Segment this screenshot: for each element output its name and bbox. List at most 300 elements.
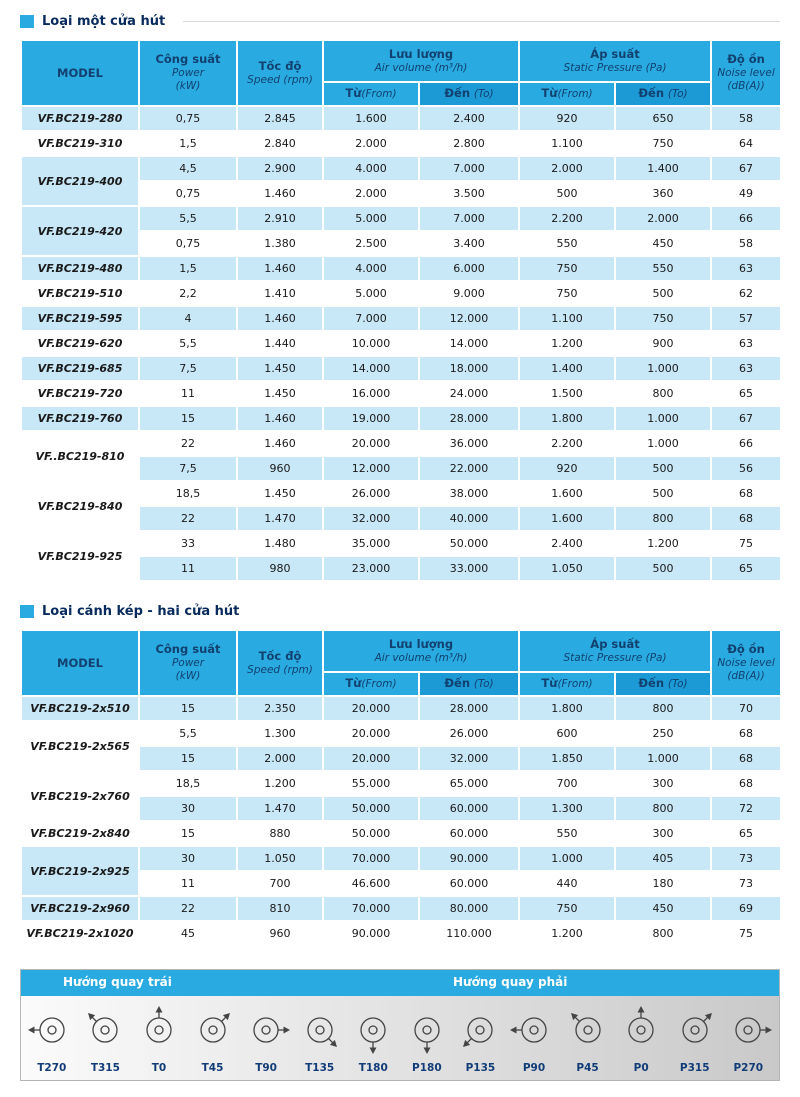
data-cell: 2.910 bbox=[237, 206, 323, 231]
data-cell: 1.470 bbox=[237, 796, 323, 821]
rotation-option-P180 bbox=[400, 1004, 454, 1074]
data-cell: 33.000 bbox=[419, 556, 519, 581]
data-cell: 1.800 bbox=[519, 406, 615, 431]
data-cell: 7.000 bbox=[419, 206, 519, 231]
data-cell: 67 bbox=[711, 406, 781, 431]
data-cell: 66 bbox=[711, 431, 781, 456]
model-cell: VF.BC219-2x925 bbox=[21, 846, 139, 896]
rotation-label: P90 bbox=[522, 1062, 546, 1074]
data-cell: 1.200 bbox=[519, 331, 615, 356]
data-cell: 2.800 bbox=[419, 131, 519, 156]
model-cell: VF.BC219-720 bbox=[21, 381, 139, 406]
model-cell: VF.BC219-925 bbox=[21, 531, 139, 581]
rotation-label: P0 bbox=[633, 1062, 649, 1074]
col-header-speed: Tốc độ Speed (rpm) bbox=[237, 40, 323, 106]
fan-orientation-icon bbox=[509, 1004, 559, 1056]
data-cell: 3.500 bbox=[419, 181, 519, 206]
table-row bbox=[21, 771, 781, 796]
col-header-speed: Tốc độ Speed (rpm) bbox=[237, 630, 323, 696]
data-cell: 50.000 bbox=[323, 796, 419, 821]
data-cell: 1.050 bbox=[519, 556, 615, 581]
model-cell: VF.BC219-620 bbox=[21, 331, 139, 356]
rotation-option-T0 bbox=[132, 1004, 186, 1074]
table-row bbox=[21, 356, 781, 381]
data-cell: 28.000 bbox=[419, 406, 519, 431]
model-cell: VF.BC219-280 bbox=[21, 106, 139, 131]
data-cell: 45 bbox=[139, 921, 237, 946]
data-cell: 6.000 bbox=[419, 256, 519, 281]
data-cell: 2.000 bbox=[323, 181, 419, 206]
data-cell: 900 bbox=[615, 331, 711, 356]
data-cell: 20.000 bbox=[323, 696, 419, 721]
data-cell: 68 bbox=[711, 771, 781, 796]
data-cell: 1.410 bbox=[237, 281, 323, 306]
table-row bbox=[21, 331, 781, 356]
data-cell: 1.460 bbox=[237, 306, 323, 331]
data-cell: 5.000 bbox=[323, 206, 419, 231]
data-cell: 4 bbox=[139, 306, 237, 331]
data-cell: 110.000 bbox=[419, 921, 519, 946]
data-cell: 35.000 bbox=[323, 531, 419, 556]
col-header-model: MODEL bbox=[21, 630, 139, 696]
data-cell: 1.460 bbox=[237, 181, 323, 206]
data-cell: 1.100 bbox=[519, 131, 615, 156]
rotation-option-T315 bbox=[79, 1004, 133, 1074]
data-cell: 1.800 bbox=[519, 696, 615, 721]
col-header-power: Công suất Power (kW) bbox=[139, 40, 237, 106]
data-cell: 69 bbox=[711, 896, 781, 921]
data-cell: 70.000 bbox=[323, 896, 419, 921]
rotation-label: P270 bbox=[733, 1062, 764, 1074]
col-header-airvolume-from: Từ(From) bbox=[323, 672, 419, 696]
data-cell: 58 bbox=[711, 231, 781, 256]
rotation-label: P315 bbox=[679, 1062, 710, 1074]
table-row bbox=[21, 156, 781, 181]
data-cell: 46.600 bbox=[323, 871, 419, 896]
data-cell: 800 bbox=[615, 696, 711, 721]
rotation-label: P135 bbox=[465, 1062, 496, 1074]
model-cell: VF..BC219-810 bbox=[21, 431, 139, 481]
fan-orientation-icon bbox=[27, 1004, 77, 1056]
data-cell: 1.450 bbox=[237, 381, 323, 406]
data-cell: 5.000 bbox=[323, 281, 419, 306]
data-cell: 1.460 bbox=[237, 406, 323, 431]
data-cell: 1.450 bbox=[237, 481, 323, 506]
data-cell: 1.000 bbox=[519, 846, 615, 871]
data-cell: 70 bbox=[711, 696, 781, 721]
col-header-pressure: Áp suất Static Pressure (Pa) bbox=[519, 630, 711, 672]
data-cell: 550 bbox=[615, 256, 711, 281]
table-row bbox=[21, 306, 781, 331]
model-cell: VF.BC219-595 bbox=[21, 306, 139, 331]
data-cell: 28.000 bbox=[419, 696, 519, 721]
rotation-label: T180 bbox=[358, 1062, 388, 1074]
data-cell: 50.000 bbox=[323, 821, 419, 846]
single-inlet-spec-table bbox=[20, 39, 782, 582]
data-cell: 36.000 bbox=[419, 431, 519, 456]
rotation-direction-panel bbox=[20, 969, 780, 1081]
model-cell: VF.BC219-2x960 bbox=[21, 896, 139, 921]
data-cell: 32.000 bbox=[323, 506, 419, 531]
data-cell: 1.460 bbox=[237, 256, 323, 281]
data-cell: 1.400 bbox=[519, 356, 615, 381]
data-cell: 1.850 bbox=[519, 746, 615, 771]
data-cell: 1.300 bbox=[237, 721, 323, 746]
data-cell: 63 bbox=[711, 356, 781, 381]
data-cell: 2.400 bbox=[419, 106, 519, 131]
rotation-option-P90 bbox=[507, 1004, 561, 1074]
data-cell: 68 bbox=[711, 721, 781, 746]
data-cell: 23.000 bbox=[323, 556, 419, 581]
rotation-label: T90 bbox=[255, 1062, 277, 1074]
data-cell: 1,5 bbox=[139, 131, 237, 156]
fan-orientation-icon bbox=[402, 1004, 452, 1056]
data-cell: 1.300 bbox=[519, 796, 615, 821]
model-cell: VF.BC219-2x760 bbox=[21, 771, 139, 821]
data-cell: 980 bbox=[237, 556, 323, 581]
data-cell: 2,2 bbox=[139, 281, 237, 306]
section-title-text: Loại một cửa hút bbox=[42, 14, 166, 29]
data-cell: 2.200 bbox=[519, 206, 615, 231]
data-cell: 3.400 bbox=[419, 231, 519, 256]
table-row bbox=[21, 696, 781, 721]
rotation-right-title: Hướng quay phải bbox=[453, 975, 568, 989]
rotation-option-P0 bbox=[614, 1004, 668, 1074]
table-row bbox=[21, 131, 781, 156]
model-cell: VF.BC219-420 bbox=[21, 206, 139, 256]
data-cell: 450 bbox=[615, 896, 711, 921]
col-header-airvolume: Lưu lượng Air volume (m³/h) bbox=[323, 630, 519, 672]
fan-orientation-icon bbox=[80, 1004, 130, 1056]
data-cell: 2.200 bbox=[519, 431, 615, 456]
rotation-direction-header bbox=[21, 970, 779, 996]
data-cell: 65 bbox=[711, 821, 781, 846]
fan-orientation-icon bbox=[723, 1004, 773, 1056]
data-cell: 500 bbox=[615, 456, 711, 481]
table-row bbox=[21, 106, 781, 131]
col-header-pressure: Áp suất Static Pressure (Pa) bbox=[519, 40, 711, 82]
data-cell: 22.000 bbox=[419, 456, 519, 481]
data-cell: 1.440 bbox=[237, 331, 323, 356]
data-cell: 19.000 bbox=[323, 406, 419, 431]
data-cell: 750 bbox=[519, 896, 615, 921]
data-cell: 15 bbox=[139, 821, 237, 846]
fan-orientation-icon bbox=[455, 1004, 505, 1056]
data-cell: 60.000 bbox=[419, 821, 519, 846]
col-header-pressure-to: Đến (To) bbox=[615, 672, 711, 696]
data-cell: 1.400 bbox=[615, 156, 711, 181]
fan-orientation-icon bbox=[188, 1004, 238, 1056]
fan-orientation-icon bbox=[348, 1004, 398, 1056]
data-cell: 440 bbox=[519, 871, 615, 896]
data-cell: 75 bbox=[711, 531, 781, 556]
data-cell: 800 bbox=[615, 506, 711, 531]
data-cell: 7,5 bbox=[139, 356, 237, 381]
model-cell: VF.BC219-685 bbox=[21, 356, 139, 381]
data-cell: 63 bbox=[711, 331, 781, 356]
col-header-noise: Độ ồn Noise level (dB(A)) bbox=[711, 40, 781, 106]
table-row bbox=[21, 896, 781, 921]
data-cell: 750 bbox=[615, 131, 711, 156]
data-cell: 1.200 bbox=[615, 531, 711, 556]
col-header-airvolume-to: Đến (To) bbox=[419, 82, 519, 106]
data-cell: 68 bbox=[711, 481, 781, 506]
col-header-airvolume-from: Từ(From) bbox=[323, 82, 419, 106]
table-row bbox=[21, 846, 781, 871]
data-cell: 2.000 bbox=[237, 746, 323, 771]
data-cell: 1.480 bbox=[237, 531, 323, 556]
data-cell: 30 bbox=[139, 796, 237, 821]
rotation-option-P315 bbox=[668, 1004, 722, 1074]
data-cell: 62 bbox=[711, 281, 781, 306]
data-cell: 800 bbox=[615, 381, 711, 406]
data-cell: 90.000 bbox=[323, 921, 419, 946]
data-cell: 2.845 bbox=[237, 106, 323, 131]
rotation-option-T90 bbox=[239, 1004, 293, 1074]
model-cell: VF.BC219-2x565 bbox=[21, 721, 139, 771]
model-cell: VF.BC219-510 bbox=[21, 281, 139, 306]
model-cell: VF.BC219-310 bbox=[21, 131, 139, 156]
title-divider bbox=[183, 21, 780, 22]
rotation-option-T180 bbox=[346, 1004, 400, 1074]
table-row bbox=[21, 481, 781, 506]
fan-orientation-icon bbox=[616, 1004, 666, 1056]
data-cell: 1.000 bbox=[615, 746, 711, 771]
data-cell: 65 bbox=[711, 556, 781, 581]
data-cell: 2.900 bbox=[237, 156, 323, 181]
data-cell: 40.000 bbox=[419, 506, 519, 531]
data-cell: 1,5 bbox=[139, 256, 237, 281]
table-row bbox=[21, 406, 781, 431]
data-cell: 22 bbox=[139, 896, 237, 921]
data-cell: 10.000 bbox=[323, 331, 419, 356]
data-cell: 1.460 bbox=[237, 431, 323, 456]
data-cell: 360 bbox=[615, 181, 711, 206]
data-cell: 1.470 bbox=[237, 506, 323, 531]
fan-orientation-icon bbox=[670, 1004, 720, 1056]
data-cell: 550 bbox=[519, 231, 615, 256]
data-cell: 0,75 bbox=[139, 181, 237, 206]
data-cell: 2.400 bbox=[519, 531, 615, 556]
data-cell: 960 bbox=[237, 921, 323, 946]
rotation-label: P180 bbox=[412, 1062, 442, 1074]
section-title-double-inlet bbox=[20, 604, 780, 619]
data-cell: 750 bbox=[519, 281, 615, 306]
data-cell: 7,5 bbox=[139, 456, 237, 481]
data-cell: 14.000 bbox=[323, 356, 419, 381]
data-cell: 11 bbox=[139, 556, 237, 581]
data-cell: 15 bbox=[139, 406, 237, 431]
data-cell: 920 bbox=[519, 456, 615, 481]
data-cell: 4.000 bbox=[323, 156, 419, 181]
data-cell: 810 bbox=[237, 896, 323, 921]
data-cell: 405 bbox=[615, 846, 711, 871]
col-header-noise: Độ ồn Noise level (dB(A)) bbox=[711, 630, 781, 696]
data-cell: 22 bbox=[139, 431, 237, 456]
col-header-pressure-to: Đến (To) bbox=[615, 82, 711, 106]
table-row bbox=[21, 381, 781, 406]
data-cell: 72 bbox=[711, 796, 781, 821]
data-cell: 5,5 bbox=[139, 721, 237, 746]
rotation-option-P45 bbox=[561, 1004, 615, 1074]
fan-orientation-icon bbox=[563, 1004, 613, 1056]
model-cell: VF.BC219-840 bbox=[21, 481, 139, 531]
rotation-option-T270 bbox=[25, 1004, 79, 1074]
data-cell: 67 bbox=[711, 156, 781, 181]
data-cell: 1.000 bbox=[615, 356, 711, 381]
data-cell: 58 bbox=[711, 106, 781, 131]
fan-orientation-icon bbox=[295, 1004, 345, 1056]
data-cell: 180 bbox=[615, 871, 711, 896]
table-row bbox=[21, 721, 781, 746]
table-row bbox=[21, 281, 781, 306]
data-cell: 49 bbox=[711, 181, 781, 206]
data-cell: 14.000 bbox=[419, 331, 519, 356]
data-cell: 5,5 bbox=[139, 331, 237, 356]
data-cell: 450 bbox=[615, 231, 711, 256]
data-cell: 600 bbox=[519, 721, 615, 746]
rotation-options-strip bbox=[21, 996, 779, 1080]
data-cell: 1.200 bbox=[519, 921, 615, 946]
rotation-option-T45 bbox=[186, 1004, 240, 1074]
data-cell: 38.000 bbox=[419, 481, 519, 506]
data-cell: 1.500 bbox=[519, 381, 615, 406]
data-cell: 1.600 bbox=[519, 506, 615, 531]
header-row-1 bbox=[21, 630, 781, 672]
table-row bbox=[21, 256, 781, 281]
data-cell: 12.000 bbox=[323, 456, 419, 481]
fan-orientation-icon bbox=[134, 1004, 184, 1056]
data-cell: 26.000 bbox=[419, 721, 519, 746]
table-row bbox=[21, 206, 781, 231]
data-cell: 300 bbox=[615, 821, 711, 846]
data-cell: 1.100 bbox=[519, 306, 615, 331]
data-cell: 32.000 bbox=[419, 746, 519, 771]
data-cell: 750 bbox=[615, 306, 711, 331]
section-bullet-icon bbox=[20, 605, 34, 618]
model-cell: VF.BC219-760 bbox=[21, 406, 139, 431]
data-cell: 800 bbox=[615, 921, 711, 946]
data-cell: 650 bbox=[615, 106, 711, 131]
data-cell: 4.000 bbox=[323, 256, 419, 281]
rotation-label: T270 bbox=[37, 1062, 67, 1074]
data-cell: 16.000 bbox=[323, 381, 419, 406]
data-cell: 550 bbox=[519, 821, 615, 846]
rotation-option-T135 bbox=[293, 1004, 347, 1074]
data-cell: 65.000 bbox=[419, 771, 519, 796]
data-cell: 60.000 bbox=[419, 796, 519, 821]
data-cell: 750 bbox=[519, 256, 615, 281]
data-cell: 55.000 bbox=[323, 771, 419, 796]
data-cell: 50.000 bbox=[419, 531, 519, 556]
data-cell: 2.500 bbox=[323, 231, 419, 256]
model-cell: VF.BC219-2x510 bbox=[21, 696, 139, 721]
data-cell: 15 bbox=[139, 746, 237, 771]
rotation-option-P135 bbox=[454, 1004, 508, 1074]
table-row bbox=[21, 821, 781, 846]
data-cell: 68 bbox=[711, 746, 781, 771]
data-cell: 26.000 bbox=[323, 481, 419, 506]
col-header-power: Công suất Power (kW) bbox=[139, 630, 237, 696]
data-cell: 920 bbox=[519, 106, 615, 131]
data-cell: 18,5 bbox=[139, 771, 237, 796]
table-row bbox=[21, 431, 781, 456]
data-cell: 68 bbox=[711, 506, 781, 531]
data-cell: 500 bbox=[615, 481, 711, 506]
data-cell: 500 bbox=[519, 181, 615, 206]
data-cell: 960 bbox=[237, 456, 323, 481]
data-cell: 2.000 bbox=[519, 156, 615, 181]
data-cell: 75 bbox=[711, 921, 781, 946]
data-cell: 700 bbox=[519, 771, 615, 796]
model-cell: VF.BC219-2x1020 bbox=[21, 921, 139, 946]
data-cell: 64 bbox=[711, 131, 781, 156]
model-cell: VF.BC219-2x840 bbox=[21, 821, 139, 846]
data-cell: 1.600 bbox=[519, 481, 615, 506]
data-cell: 1.000 bbox=[615, 431, 711, 456]
data-cell: 56 bbox=[711, 456, 781, 481]
data-cell: 2.000 bbox=[615, 206, 711, 231]
data-cell: 5,5 bbox=[139, 206, 237, 231]
data-cell: 11 bbox=[139, 381, 237, 406]
col-header-airvolume: Lưu lượng Air volume (m³/h) bbox=[323, 40, 519, 82]
model-cell: VF.BC219-400 bbox=[21, 156, 139, 206]
data-cell: 73 bbox=[711, 871, 781, 896]
model-cell: VF.BC219-480 bbox=[21, 256, 139, 281]
data-cell: 800 bbox=[615, 796, 711, 821]
data-cell: 11 bbox=[139, 871, 237, 896]
data-cell: 9.000 bbox=[419, 281, 519, 306]
col-header-model: MODEL bbox=[21, 40, 139, 106]
data-cell: 1.000 bbox=[615, 406, 711, 431]
data-cell: 7.000 bbox=[323, 306, 419, 331]
data-cell: 250 bbox=[615, 721, 711, 746]
data-cell: 18,5 bbox=[139, 481, 237, 506]
data-cell: 22 bbox=[139, 506, 237, 531]
fan-orientation-icon bbox=[241, 1004, 291, 1056]
col-header-pressure-from: Từ(From) bbox=[519, 82, 615, 106]
data-cell: 80.000 bbox=[419, 896, 519, 921]
rotation-left-title: Hướng quay trái bbox=[63, 975, 172, 989]
data-cell: 20.000 bbox=[323, 746, 419, 771]
data-cell: 1.050 bbox=[237, 846, 323, 871]
table-row bbox=[21, 921, 781, 946]
rotation-label: T135 bbox=[305, 1062, 335, 1074]
data-cell: 500 bbox=[615, 281, 711, 306]
data-cell: 1.600 bbox=[323, 106, 419, 131]
data-cell: 18.000 bbox=[419, 356, 519, 381]
data-cell: 60.000 bbox=[419, 871, 519, 896]
data-cell: 15 bbox=[139, 696, 237, 721]
table-row bbox=[21, 531, 781, 556]
rotation-label: T45 bbox=[201, 1062, 224, 1074]
col-header-airvolume-to: Đến (To) bbox=[419, 672, 519, 696]
data-cell: 1.200 bbox=[237, 771, 323, 796]
data-cell: 30 bbox=[139, 846, 237, 871]
data-cell: 66 bbox=[711, 206, 781, 231]
section-title-single-inlet bbox=[20, 14, 780, 29]
data-cell: 70.000 bbox=[323, 846, 419, 871]
data-cell: 0,75 bbox=[139, 106, 237, 131]
rotation-label: T315 bbox=[90, 1062, 120, 1074]
data-cell: 24.000 bbox=[419, 381, 519, 406]
data-cell: 2.840 bbox=[237, 131, 323, 156]
section-title-text: Loại cánh kép - hai cửa hút bbox=[42, 604, 240, 619]
data-cell: 300 bbox=[615, 771, 711, 796]
header-row-1 bbox=[21, 40, 781, 82]
data-cell: 57 bbox=[711, 306, 781, 331]
rotation-option-P270 bbox=[722, 1004, 776, 1074]
